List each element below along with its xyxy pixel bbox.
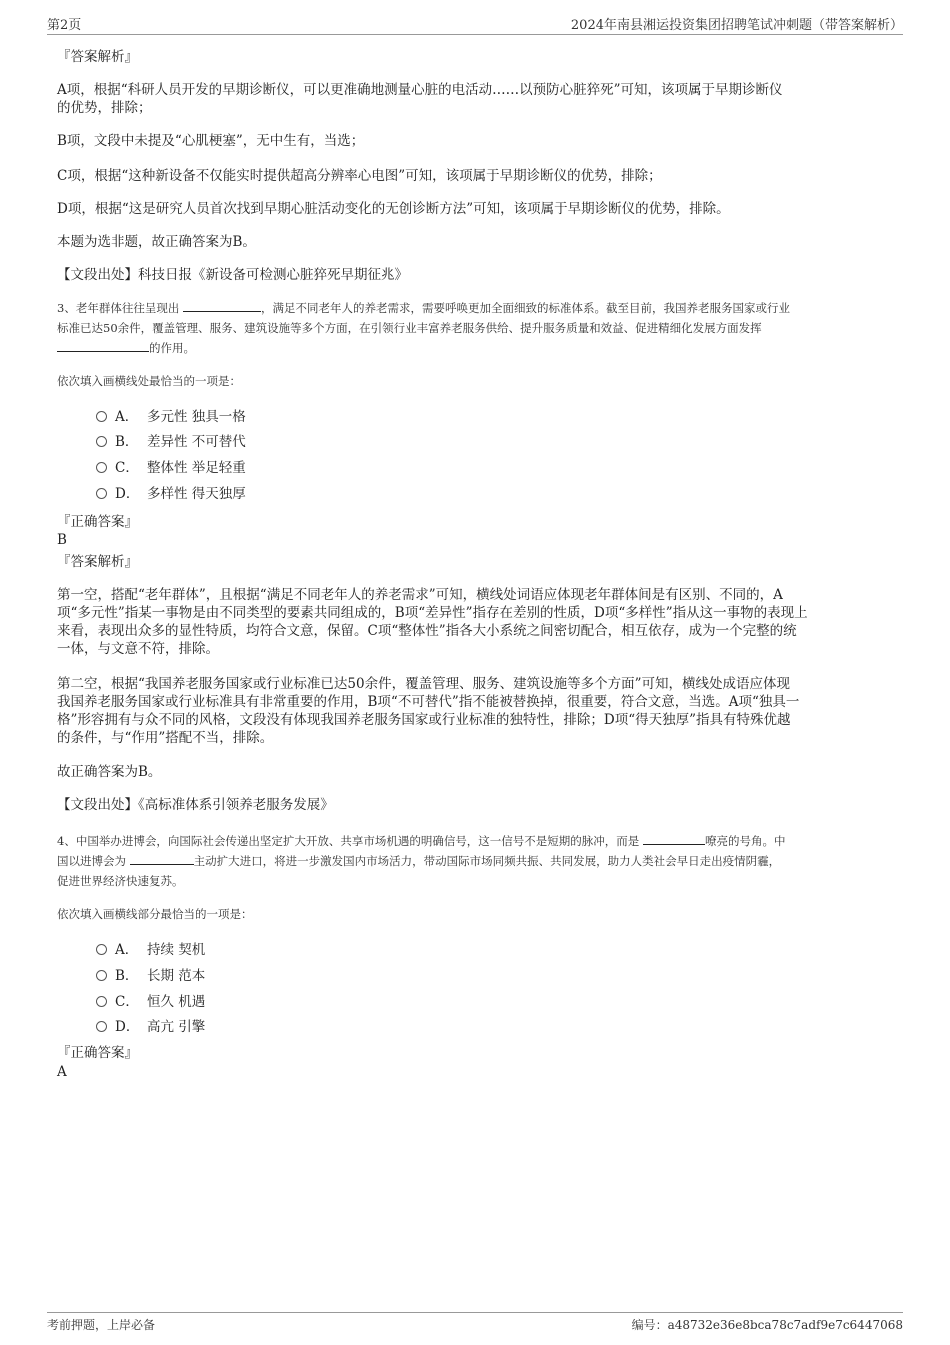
question-3-stem-line3 xyxy=(57,338,897,358)
analysis-para1-line2: 项“多元性”指某一事物是由不同类型的要素共同组成的，B项“差异性”指存在差别的性质，D项“多样性”指从这一事物的表现上 xyxy=(57,605,808,621)
stem-text: 3、老年群体往往呈现出 xyxy=(57,301,180,315)
stem-text: 主动扩大进口，将进一步激发国内市场活力，带动国际市场同频共振、共同发展，助力人类社会早日走出疫情阴霾， xyxy=(193,854,781,868)
footer-slogan: 考前押题，上岸必备 xyxy=(47,1318,156,1332)
option-letter: C． xyxy=(115,994,139,1010)
page-number: 第2页 xyxy=(47,18,82,33)
fill-blank-1 xyxy=(183,299,261,312)
analysis-conclusion: 本题为选非题，故正确答案为B。 xyxy=(57,234,256,250)
radio-icon[interactable] xyxy=(96,462,107,473)
option-text: 恒久 机遇 xyxy=(147,994,206,1010)
option-a[interactable] xyxy=(96,408,246,426)
question-3-prompt: 依次填入画横线处最恰当的一项是： xyxy=(57,374,241,388)
analysis-para2-line4: 的条件，与“作用”搭配不当，排除。 xyxy=(57,730,274,746)
radio-icon[interactable] xyxy=(96,411,107,422)
question-4-prompt: 依次填入画横线部分最恰当的一项是： xyxy=(57,907,253,921)
analysis-para2-line2: 我国养老服务国家或行业标准具有非常重要的作用，B项“不可替代”指不能被替换掉，很重要，符合文意，当选。A项“独具一 xyxy=(57,694,800,710)
question-3-stem-line2: 标准已达50余件，覆盖管理、服务、建筑设施等多个方面，在引领行业丰富养老服务供给、提升服务质量和效益、促进精细化发展方面发挥 xyxy=(57,321,762,335)
option-letter: B． xyxy=(115,434,139,450)
analysis-c: C项，根据“这种新设备不仅能实时提供超高分辨率心电图”可知，该项属于早期诊断仪的优势，排除； xyxy=(57,168,662,184)
option-letter: C． xyxy=(115,460,139,476)
analysis-para1-line1: 第一空，搭配“老年群体”，且根据“满足不同老年人的养老需求”可知，横线处词语应体现老年群体间是有区别、不同的，A xyxy=(57,587,783,603)
stem-text: ，满足不同老年人的养老需求，需要呼唤更加全面细致的标准体系。截至目前，我国养老服务国家或行业 xyxy=(260,301,790,315)
correct-answer-heading: 『正确答案』 xyxy=(57,1045,138,1061)
page-header xyxy=(47,14,903,35)
analysis-source: 【文段出处】《高标准体系引领养老服务发展》 xyxy=(57,797,334,813)
correct-answer: A xyxy=(57,1064,67,1080)
option-text: 多样性 得天独厚 xyxy=(147,486,246,502)
radio-icon[interactable] xyxy=(96,944,107,955)
radio-icon[interactable] xyxy=(96,436,107,447)
stem-text: 4、中国举办进博会，向国际社会传递出坚定扩大开放、共享市场机遇的明确信号，这一信号不是短期的脉冲，而是 xyxy=(57,834,640,848)
analysis-para1-line3: 来看，表现出众多的显性特质，均符合文意，保留。C项“整体性”指各大小系统之间密切配合，相互依存，成为一个完整的统 xyxy=(57,623,797,639)
analysis-para1-line4: 一体，与文意不符，排除。 xyxy=(57,641,219,657)
fill-blank-2 xyxy=(57,339,149,352)
option-a[interactable] xyxy=(96,941,205,959)
option-letter: D． xyxy=(115,1019,140,1035)
question-4-stem-line1 xyxy=(57,831,897,851)
radio-icon[interactable] xyxy=(96,996,107,1007)
question-4-stem-line2 xyxy=(57,851,897,871)
option-b[interactable] xyxy=(96,967,205,985)
analysis-b: B项，文段中未提及“心肌梗塞”，无中生有，当选； xyxy=(57,133,365,149)
analysis-a-line1: A项，根据“科研人员开发的早期诊断仪，可以更准确地测量心脏的电活动……以预防心脏猝死”可知，该项属于早期诊断仪 xyxy=(57,82,783,98)
option-text: 长期 范本 xyxy=(147,968,206,984)
option-text: 差异性 不可替代 xyxy=(147,434,246,450)
analysis-conclusion: 故正确答案为B。 xyxy=(57,764,162,780)
stem-text: 的作用。 xyxy=(149,341,195,355)
analysis-heading: 『答案解析』 xyxy=(57,49,138,65)
option-letter: A． xyxy=(115,409,139,425)
option-c[interactable] xyxy=(96,459,246,477)
analysis-para2-line1: 第二空，根据“我国养老服务国家或行业标准已达50余件，覆盖管理、服务、建筑设施等多个方面”可知，横线处成语应体现 xyxy=(57,676,790,692)
radio-icon[interactable] xyxy=(96,488,107,499)
analysis-a-line2: 的优势，排除； xyxy=(57,100,152,116)
footer-serial: 编号：a48732e36e8bca78c7adf9e7c6447068 xyxy=(631,1318,903,1332)
option-letter: A． xyxy=(115,942,139,958)
option-text: 多元性 独具一格 xyxy=(147,409,246,425)
option-b[interactable] xyxy=(96,433,246,451)
radio-icon[interactable] xyxy=(96,1021,107,1032)
analysis-d: D项，根据“这是研究人员首次找到早期心脏活动变化的无创诊断方法”可知，该项属于早期诊断仪的优势，排除。 xyxy=(57,201,730,217)
stem-text: 嘹亮的号角。中 xyxy=(704,834,786,848)
radio-icon[interactable] xyxy=(96,970,107,981)
question-3-stem-line1 xyxy=(57,298,897,318)
analysis-para2-line3: 格”形容拥有与众不同的风格，文段没有体现我国养老服务国家或行业标准的独特性，排除；D项“得天独厚”指具有特殊优越 xyxy=(57,712,791,728)
option-letter: B． xyxy=(115,968,139,984)
option-c[interactable] xyxy=(96,993,205,1011)
option-text: 整体性 举足轻重 xyxy=(147,460,246,476)
fill-blank-1 xyxy=(643,832,705,845)
question-4-stem-line3: 促进世界经济快速复苏。 xyxy=(57,874,184,888)
document-title: 2024年南县湘运投资集团招聘笔试冲刺题（带答案解析） xyxy=(570,18,903,33)
option-d[interactable] xyxy=(96,485,246,503)
analysis-heading: 『答案解析』 xyxy=(57,554,138,570)
fill-blank-2 xyxy=(130,852,194,865)
analysis-source: 【文段出处】科技日报《新设备可检测心脏猝死早期征兆》 xyxy=(57,267,408,283)
option-text: 高亢 引擎 xyxy=(147,1019,206,1035)
option-text: 持续 契机 xyxy=(147,942,206,958)
correct-answer-heading: 『正确答案』 xyxy=(57,514,138,530)
stem-text: 国以进博会为 xyxy=(57,854,126,868)
option-letter: D． xyxy=(115,486,140,502)
page-footer xyxy=(47,1312,903,1335)
correct-answer: B xyxy=(57,532,67,548)
option-d[interactable] xyxy=(96,1018,205,1036)
